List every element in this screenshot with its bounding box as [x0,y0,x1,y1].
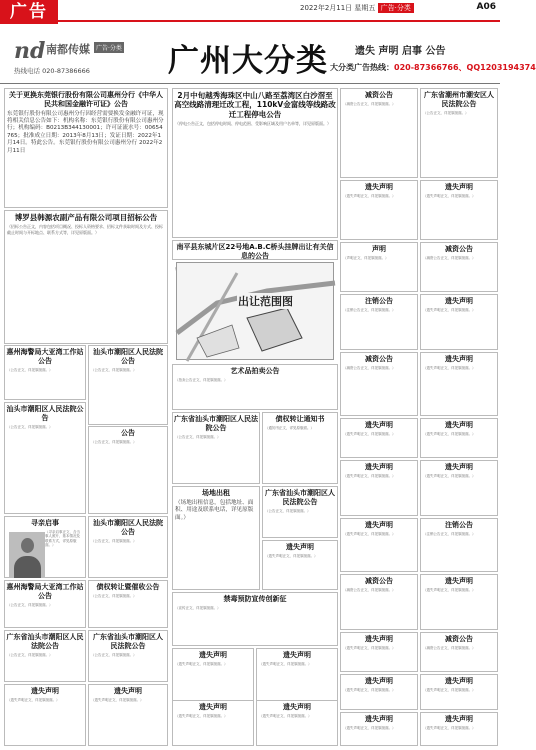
notice-body: （公告正文，详见原版面。） [91,593,137,598]
notice-r-lost-15 [420,712,498,746]
page-title: 广州大分类 [168,43,328,79]
notice-body: （公告正文，详见原版面。） [91,538,137,543]
notice-body: （遗失声明正文，详见原版面。） [423,307,476,312]
notice-body: （公告正文，详见原版面。） [7,602,53,607]
notice-body: （遗失声明正文，详见原版面。） [343,473,396,478]
page-header [0,0,500,24]
notice-lost-bl-1 [4,684,86,746]
notice-title: 博罗县韩源农副产品有限公司项目招标公告 [14,213,158,222]
notice-body: （减资公告正文，详见原版面。） [423,645,476,650]
notice-r-lost-5 [340,418,418,458]
notice-title: 注销公告 [445,521,473,529]
notice-title: 债权转让通知书 [275,415,325,423]
notice-body: （公告正文，详见原版面。） [7,424,53,429]
notice-r-lost-12 [340,674,418,710]
notice-r-reduce-3 [340,352,418,416]
notice-title: 遗失声明 [365,677,393,685]
notice-body: （公告正文，详见原版面。） [91,367,137,372]
notice-body: （遗失声明正文，详见原版面。） [423,473,476,478]
notice-title: 广东省汕头市潮阳区人民法院公告 [6,633,84,650]
notice-body: （减资公告正文，详见原版面。） [423,255,476,260]
notice-title: 广东省汕头市潮阳区人民法院公告 [265,489,335,506]
notice-police-1 [4,580,86,628]
header-rule [58,20,500,22]
hotline-value: 020-87366766、QQ1203194374 [394,63,536,72]
notice-title: 遗失声明 [445,677,473,685]
notice-title: 遗失声明 [365,715,393,723]
notice-body: （遗失声明正文，详见原版面。） [343,193,396,198]
notice-bottom-lost-2 [256,700,338,746]
notice-title: 汕头市潮阳区人民法院公告 [93,348,163,365]
notice-office-rent [172,486,260,590]
notice-r-lost-9 [340,518,418,572]
notice-r-shengming [340,242,418,292]
notice-court-mid-2 [262,486,338,538]
map-caption: 出让范围图 [238,295,293,308]
parcel-map-graphic [177,263,335,361]
notice-body: （遗失声明正文，详见原版面。） [91,697,144,702]
edition-badge: 广告·分类 [378,3,414,13]
notice-power-line [172,88,338,238]
notice-r-lost-11 [340,632,418,672]
notice-r-lost-1 [340,180,418,240]
notice-title: 注销公告 [365,297,393,305]
logo-mark: nd [14,38,46,64]
notice-title: 遗失声明 [445,183,473,191]
notice-r-lost-7 [340,460,418,516]
notice-title: 遗失声明 [365,521,393,529]
land-parcel-map [176,262,334,360]
notice-lost-mid [262,540,338,590]
notice-body: （遗失声明正文，详见原版面。） [423,687,476,692]
notice-land-auction [172,240,338,260]
notice-title: 减资公告 [445,245,473,253]
notice-r-reduce-4 [340,574,418,630]
notice-r-lost-14 [340,712,418,746]
notice-r-lost-10 [420,574,498,630]
notice-body: （遗失声明正文，详见原版面。） [259,713,312,718]
notice-body: （遗失声明正文，详见原版面。） [343,725,396,730]
notice-title: 减资公告 [365,355,393,363]
notice-title: 禁毒预防宣传创新征 [223,595,287,603]
notice-body: （减资公告正文，详见原版面。） [343,365,396,370]
notice-body: （遗失声明正文，详见原版面。） [7,697,60,702]
notice-title: 遗失声明 [365,421,393,429]
notice-title: 惠州海警局大亚湾工作站公告 [6,348,84,365]
notice-title: 遗失声明 [445,297,473,305]
notice-title: 遗失声明 [365,183,393,191]
notice-body: （遗失声明正文，详见原版面。） [423,365,476,370]
notice-title: 关于更换东莞银行股份有限公司惠州分行《中华人民共和国金融许可证》公告 [9,91,163,108]
notice-r-cancel-2 [420,518,498,572]
notice-body: （遗失声明正文，详见原版面。） [423,725,476,730]
notice-body: （停电公告正文，包括停电时间、停电范围、受影响区域及用户名单等，详见原版面。） [175,121,331,127]
notice-title: 债权转让暨催收公告 [96,583,160,591]
notice-body: （公告正文，详见原版面。） [265,508,311,513]
notice-title: 声明 [372,245,386,253]
notice-r-reduce-2 [420,242,498,292]
notice-missing-person [4,516,86,578]
notice-title: 广东省汕头市潮阳区人民法院公告 [174,415,258,432]
notice-title: 广东省潮州市潮安区人民法院公告 [424,91,494,108]
notice-title: 遗失声明 [283,703,311,711]
notice-bid-notice [4,210,168,344]
notice-body: （公告正文，详见原版面。） [7,652,53,657]
notice-title: 惠州海警局大亚湾工作站公告 [6,583,84,600]
notice-body: （减资公告正文，详见原版面。） [343,101,396,106]
logo-hotline: 热线电话 020-87386666 [14,67,90,75]
notice-r-lost-6 [420,418,498,458]
notice-body: （宣传正文，详见原版面。） [175,605,221,610]
notice-r-lost-8 [420,460,498,516]
notice-title: 场地出租 [202,489,230,497]
notice-debt-1 [262,412,338,484]
notice-body: （拍卖公告正文，详见原版面。） [175,377,228,382]
notice-title: 减资公告 [365,91,393,99]
notice-body: （公告正文，详见原版面。） [175,434,221,439]
notice-body: （减资公告正文，详见原版面。） [343,587,396,592]
page-number: A06 [476,2,496,12]
notice-court-mid [172,412,260,484]
notice-body: （遗失声明正文，详见原版面。） [343,531,396,536]
notice-title: 遗失声明 [445,463,473,471]
notice-title: 遗失声明 [445,715,473,723]
notice-art-auction [172,364,338,410]
notice-bottom-lost-1 [172,700,254,746]
notice-r-reduce [340,88,418,178]
notice-body: （遗失声明正文，详见原版面。） [265,553,318,558]
notice-body: （遗失声明正文，详见原版面。） [175,661,228,666]
issue-date: 2022年2月11日 星期五 [300,4,376,12]
notice-title: 汕头市潮阳区人民法院公告 [6,405,84,422]
notice-title: 遗失声明 [445,577,473,585]
notice-title: 艺术品拍卖公告 [230,367,280,375]
masthead-categories: 遗失 声明 启事 公告 [355,46,446,57]
notice-court-1 [88,516,168,578]
notice-body: 东莞银行股份有限公司惠州分行因经营需要换发金融许可证，现将相关信息公告如下：机构名称：东莞银行股份有限公司惠州分行；机构编码：B0213B344130001；许可证流水号：00654765；批准成立日期：2013年8月13日；发证日期：2022年1月14日。特此公告。东莞银行股份有限公司惠州分行 2022年2月11日 [7,110,164,154]
dateline [300,3,414,13]
notice-title: 遗失声明 [114,687,142,695]
notice-body: （注销公告正文，详见原版面。） [343,307,396,312]
notice-r-cancel [340,294,418,350]
notice-title: 寻亲启事 [31,519,59,527]
notice-title: 遗失声明 [286,543,314,551]
notice-r-reduce-5 [420,632,498,672]
notice-body: （遗失声明正文，详见原版面。） [343,687,396,692]
notice-body: （场地出租信息，包括地址、面积、用途及联系电话，详见原版面。） [175,499,254,521]
notice-lost-1 [4,345,86,400]
section-tag: 广告 [0,0,58,24]
notice-lost-3 [4,402,86,514]
notice-body: （遗失声明正文，详见原版面。） [343,431,396,436]
notice-anti-fraud [172,592,338,646]
notice-body: （遗失声明正文，详见原版面。） [423,193,476,198]
notice-body: （公告正文，详见原版面。） [91,439,137,444]
notice-title: 遗失声明 [365,463,393,471]
notice-body: （公告正文，详见原版面。） [7,367,53,372]
notice-body: （声明正文，详见原版面。） [343,255,389,260]
notice-title: 遗失声明 [31,687,59,695]
notice-body: （遗失声明正文，详见原版面。） [423,587,476,592]
missing-person-photo [9,532,45,578]
notice-r-lost-3 [420,294,498,350]
notice-body: （遗失声明正文，详见原版面。） [175,713,228,718]
notice-body: （寻亲启事正文，含当事人照片、基本情况及联系方式，详见原版面。） [45,529,80,547]
nandu-logo [14,38,136,78]
notice-r-lost-13 [420,674,498,710]
logo-badge: 广告·分类 [94,42,124,53]
notice-title: 减资公告 [365,577,393,585]
notice-title: 南平县东城片区22号地A.B.C桥头挂牌出让有关信息的公告 [176,243,334,260]
notice-title: 遗失声明 [199,703,227,711]
notice-body: （通知书正文，详见原版面。） [265,425,314,430]
logo-name: 南都传媒 [46,43,90,56]
notice-body: （招标公告正文，内容包括项目概况、投标人资格要求、招标文件获取时间及方式、投标截止时间与开标地点、联系方式等，详见原版面。） [7,224,163,235]
notice-lost-2 [88,345,168,425]
notice-title: 汕头市潮阳区人民法院公告 [93,519,163,536]
notice-lost-license [4,88,168,208]
notice-title: 2月中旬越秀海珠区中山八路至荔湾区白沙滘至高空线路清理迁改工程，110kV金富线等线路改迁工程停电公告 [174,91,336,119]
masthead [0,30,536,84]
notice-title: 遗失声明 [283,651,311,659]
notice-title: 公告 [121,429,135,437]
notice-r-court [420,88,498,178]
notice-body: （遗失声明正文，详见原版面。） [259,661,312,666]
masthead-hotline [330,62,536,73]
notice-body: （遗失声明正文，详见原版面。） [423,431,476,436]
notice-tax-1 [88,580,168,628]
notice-lost-bl-2 [88,684,168,746]
hotline-label: 大分类广告热线： [330,63,394,72]
notice-title: 遗失声明 [365,635,393,643]
notice-title: 减资公告 [445,635,473,643]
notice-title: 遗失声明 [199,651,227,659]
notice-body: （遗失声明正文，详见原版面。） [343,645,396,650]
notice-body: （公告正文，详见原版面。） [91,652,137,657]
notice-notice-4 [88,426,168,514]
notice-r-lost-2 [420,180,498,240]
notice-court-2 [4,630,86,682]
notice-title: 遗失声明 [445,421,473,429]
notice-title: 遗失声明 [445,355,473,363]
notice-court-3 [88,630,168,682]
notice-r-lost-4 [420,352,498,416]
notice-title: 广东省汕头市潮阳区人民法院公告 [93,633,163,650]
notice-body: （公告正文，详见原版面。） [423,110,469,115]
notice-body: （注销公告正文，详见原版面。） [423,531,476,536]
